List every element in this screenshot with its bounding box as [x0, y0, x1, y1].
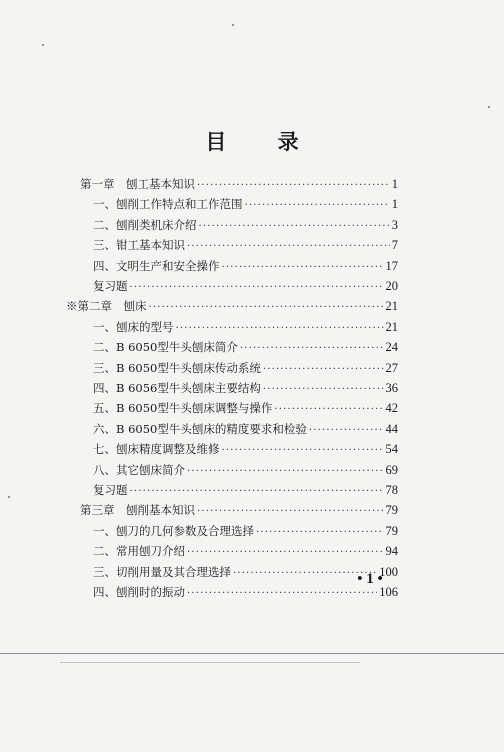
toc-entry-page: 3	[391, 218, 398, 232]
toc-entry-page: 7	[391, 238, 398, 252]
toc-section-row	[93, 421, 398, 441]
toc-entry-label: 三、切削用量及其合理选择	[93, 565, 231, 579]
toc-entry-label: 复习题	[93, 483, 128, 497]
toc-entry-page: 106	[379, 585, 398, 599]
toc-entry-label: 四、文明生产和安全操作	[93, 259, 220, 273]
toc-entry-page: 24	[385, 340, 398, 354]
toc-section-row	[93, 462, 398, 482]
toc-entry-label: 复习题	[93, 279, 128, 293]
toc-section-row	[93, 380, 398, 400]
toc-entry-page: 21	[385, 299, 398, 313]
scan-speck	[42, 44, 44, 46]
toc-leader-dots	[187, 547, 384, 558]
toc-leader-dots	[176, 323, 384, 334]
toc-entry-label: 第一章 刨工基本知识	[80, 177, 195, 191]
toc-entry-page: 79	[385, 503, 398, 517]
toc-entry-label: 四、刨削时的振动	[93, 585, 185, 599]
toc-section-row	[93, 217, 398, 237]
toc-entry-label: 一、刨刀的几何参数及合理选择	[93, 524, 254, 538]
toc-entry-page: 100	[379, 565, 398, 579]
toc-entry-label: 二、常用刨刀介绍	[93, 544, 185, 558]
scan-speck	[232, 24, 234, 26]
toc-leader-dots	[187, 241, 390, 252]
toc-leader-dots	[245, 200, 390, 211]
toc-section-row	[93, 339, 398, 359]
toc-leader-dots	[222, 445, 384, 456]
toc-leader-dots	[222, 262, 384, 273]
page-number: • 1 •	[357, 571, 383, 587]
toc-entry-label: 八、其它刨床简介	[93, 463, 185, 477]
scan-speck	[8, 496, 10, 498]
toc-entry-label: 五、B 6050型牛头刨床调整与操作	[93, 401, 273, 415]
toc-entry-label: 四、B 6056型牛头刨床主要结构	[93, 381, 261, 395]
toc-section-row	[93, 360, 398, 380]
toc-leader-dots	[263, 364, 384, 375]
toc-entry-label: 一、刨削工作特点和工作范围	[93, 197, 243, 211]
toc-leader-dots	[130, 282, 384, 293]
toc-entry-label: 二、刨削类机床介绍	[93, 218, 197, 232]
toc-section-row	[93, 237, 398, 257]
toc-leader-dots	[240, 343, 384, 354]
toc-section-row	[93, 319, 398, 339]
toc-entry-page: 1	[391, 177, 398, 191]
toc-entry-page: 54	[385, 442, 398, 456]
toc-leader-dots	[309, 425, 384, 436]
toc-section-row	[93, 258, 398, 278]
toc-entry-page: 78	[385, 483, 398, 497]
toc-entry-label: 二、B 6050型牛头刨床简介	[93, 340, 238, 354]
toc-leader-dots	[199, 221, 390, 232]
toc-entry-page: 36	[385, 381, 398, 395]
toc-entry-label: 七、刨床精度调整及维修	[93, 442, 220, 456]
toc-chapter-row	[80, 502, 398, 522]
toc-leader-dots	[263, 384, 384, 395]
scan-edge-line-faint	[60, 662, 360, 663]
toc-leader-dots	[197, 506, 384, 517]
scan-edge-line	[0, 653, 504, 654]
toc-section-row	[93, 482, 398, 502]
toc-section-row	[93, 196, 398, 216]
toc-chapter-row	[66, 298, 398, 318]
toc-section-row	[93, 400, 398, 420]
toc-entry-page: 42	[385, 401, 398, 415]
toc-entry-page: 44	[385, 422, 398, 436]
toc-leader-dots	[274, 404, 383, 415]
toc-section-row	[93, 523, 398, 543]
toc-entry-page: 94	[385, 544, 398, 558]
toc-entry-label: 六、B 6050型牛头刨床的精度要求和检验	[93, 422, 307, 436]
toc-entry-label: 三、钳工基本知识	[93, 238, 185, 252]
toc-leader-dots	[256, 527, 384, 538]
scan-speck	[488, 106, 490, 108]
toc-leader-dots	[187, 466, 384, 477]
toc-leader-dots	[130, 486, 384, 497]
toc-leader-dots	[197, 180, 390, 191]
toc-entry-label: 第三章 刨削基本知识	[80, 503, 195, 517]
toc-chapter-row	[80, 176, 398, 196]
toc-entry-page: 21	[385, 320, 398, 334]
toc-entry-page: 79	[385, 524, 398, 538]
toc-section-row	[93, 441, 398, 461]
toc-leader-dots	[187, 588, 377, 599]
toc-entry-page: 1	[391, 197, 398, 211]
toc-entry-label: ※第二章 刨床	[66, 299, 147, 313]
page-title: 目 录	[205, 129, 321, 154]
toc-entry-label: 三、B 6050型牛头刨床传动系统	[93, 361, 261, 375]
toc-entry-page: 27	[385, 361, 398, 375]
toc-entry-page: 17	[385, 259, 398, 273]
toc-section-row	[93, 278, 398, 298]
toc-section-row	[93, 543, 398, 563]
toc-entry-page: 69	[385, 463, 398, 477]
toc-entry-page: 20	[385, 279, 398, 293]
toc-leader-dots	[149, 302, 384, 313]
toc-entry-label: 一、刨床的型号	[93, 320, 174, 334]
